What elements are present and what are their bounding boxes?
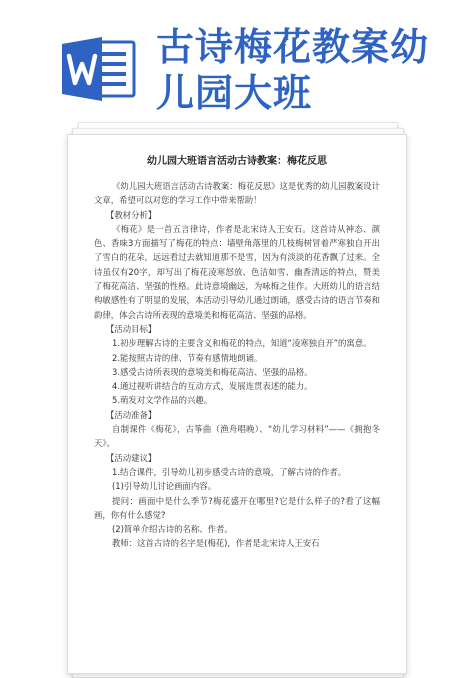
document-body: [94, 179, 380, 551]
paragraph: 1.初步理解古诗的主要含义和梅花的特点，知道“凌寒独自开”的寓意。: [112, 338, 372, 349]
paragraph: 自制课件《梅花》，古筝曲（渔舟唱晚）、“幼儿学习材料”——《拥抱冬天》。: [94, 424, 380, 449]
paragraph: 5.萌发对文学作品的兴趣。: [112, 395, 213, 406]
header-banner: [0, 0, 474, 130]
paragraph: (2)简单介绍古诗的名称、作者。: [112, 524, 233, 535]
section-heading: 【教材分析】: [106, 209, 157, 220]
paragraph: (1)引导幼儿讨论画面内容。: [112, 481, 216, 492]
paragraph: 《幼儿园大班语言活动古诗教案：梅花反思》这是优秀的幼儿园教案设计文章，希望可以对您的学习工作中带来帮助！: [94, 181, 380, 206]
paragraph: 《梅花》是一首五言律诗，作者是北宋诗人王安石。这首诗从神态、颜色、香味3方面描写了梅花的特点：墙壁角落里的几枝梅树冒着严寒独自开出了雪白的花朵，远远看过去就知道那不是雪，因为有淡淡的花香飘了过来。全诗虽仅有20字，却写出了梅花凌寒怒放、色洁如雪、幽香清远的特点，赞美了梅花高洁、坚强的性格。此诗意境幽远，为咏梅之佳作。大班幼儿的语言结构敏感性有了明显的发展，本活动引导幼儿通过朗诵，感受古诗的语言节奏和韵律，体会古诗所表现的意境美和梅花高洁、坚强的品格。: [94, 223, 380, 320]
paragraph: 2.能按照古诗的律、节奏有感情地朗诵。: [112, 352, 263, 363]
document-heading: 幼儿园大班语言活动古诗教案：梅花反思: [147, 156, 327, 167]
paragraph: 1.结合课件，引导幼儿初步感受古诗的意境，了解古诗的作者。: [112, 466, 347, 477]
paragraph: 提问：画面中是什么季节?梅花盛开在哪里?它是什么样子的?看了这幅画，你有什么感觉?: [94, 495, 380, 520]
document-page: [67, 134, 407, 674]
section-heading: 【活动目标】: [106, 323, 157, 334]
word-document-icon: [62, 36, 136, 102]
section-heading: 【活动建议】: [106, 452, 157, 463]
section-heading: 【活动准备】: [106, 409, 157, 420]
paragraph: 3.感受古诗所表现的意境美和梅花高洁、坚强的品格。: [112, 366, 313, 377]
paragraph: 4.通过视听讲结合的互动方式，发展连贯表述的能力。: [112, 381, 313, 392]
page-title: 古诗梅花教案幼儿园大班: [156, 25, 430, 115]
paragraph: 教师：这首古诗的名字是(梅花)，作者是北宋诗人王安石: [112, 538, 320, 549]
